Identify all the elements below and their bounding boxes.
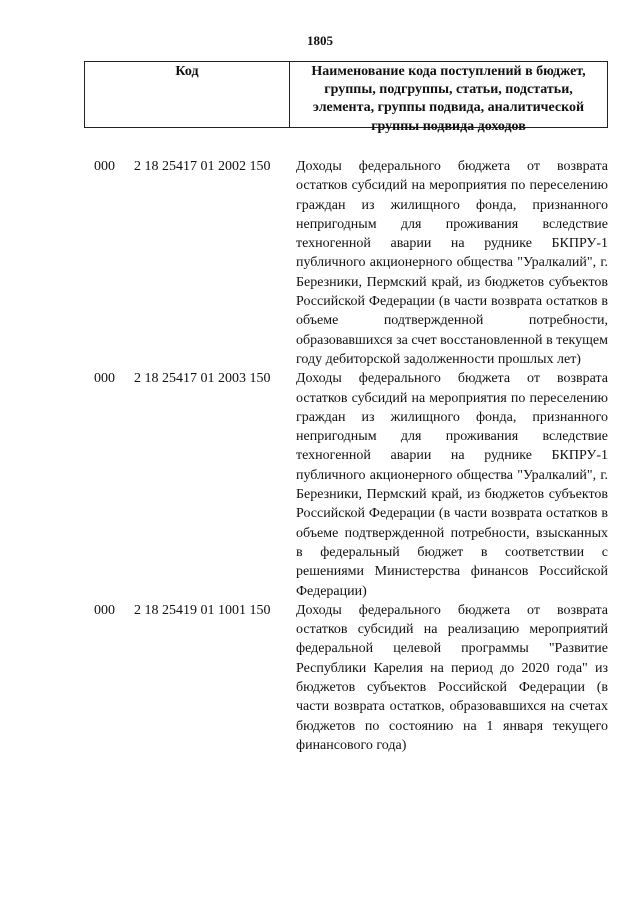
income-code-name: Доходы федерального бюджета от возврата остатков субсидий на мероприятия по переселению граждан из жилищного фонда, признанного непригодным для проживания вследствие техногенной аварии на руднике БКПРУ-1 публичного акционерного общества "Уралкалий", г. Березники, Пермский край, из бюджетов субъектов Российской Федерации (в части возврата остатков в объеме подтвержденной потребности, образовавшихся за счет восстановленной в текущем году дебиторской задолженности прошлых лет) [296, 159, 608, 367]
table-row [94, 157, 608, 369]
table-row [94, 601, 608, 755]
income-code-name: Доходы федерального бюджета от возврата остатков субсидий на реализацию мероприятий федеральной целевой программы "Развитие Республики Карелия на период до 2020 года" из бюджетов субъектов Российской Федерации (в части возврата остатков, образовавшихся на счетах бюджетов по состоянию на 1 января текущего финансового года) [296, 602, 608, 753]
admin-code: 000 [94, 602, 115, 618]
table-header [84, 61, 608, 134]
page-number: 1805 [307, 33, 333, 48]
income-code-name: Доходы федерального бюджета от возврата остатков субсидий на мероприятия по переселению граждан из жилищного фонда, признанного непригодным для проживания вследствие техногенной аварии на руднике БКПРУ-1 публичного акционерного общества "Уралкалий", г. Березники, Пермский край, из бюджетов субъектов Российской Федерации (в части возврата остатков в объеме подтвержденной потребности, взысканных в федеральный бюджет в соответствии с решениями Министерства финансов Российской Федерации) [296, 371, 608, 599]
income-code: 2 18 25417 01 2002 150 [134, 159, 271, 174]
admin-code: 000 [94, 371, 115, 387]
income-code: 2 18 25417 01 2003 150 [134, 371, 271, 387]
name-column-header: Наименование кода поступлений в бюджет, группы, подгруппы, статьи, подстатьи, элемента, группы подвида, аналитической группы подвида доходов [311, 64, 586, 134]
income-code: 2 18 25419 01 1001 150 [134, 602, 271, 618]
table-row [94, 369, 608, 601]
income-codes-list [94, 157, 608, 755]
admin-code: 000 [94, 159, 115, 174]
code-column-header: Код [85, 62, 290, 127]
